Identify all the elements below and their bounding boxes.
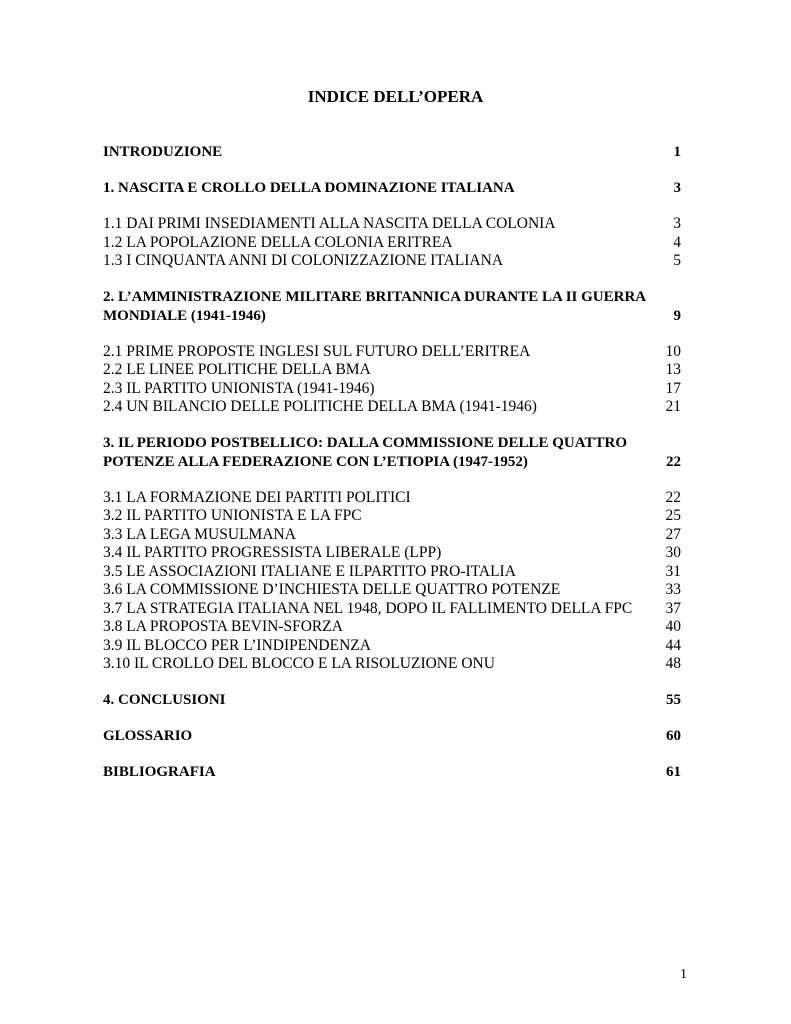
toc-entry-label: 1.1 DAI PRIMI INSEDIAMENTI ALLA NASCITA DELLA COLONIA — [103, 215, 556, 232]
page-number: 1 — [680, 967, 687, 982]
toc-entry-introduction — [103, 143, 681, 162]
toc-entry-label: 1.2 LA POPOLAZIONE DELLA COLONIA ERITREA — [103, 233, 453, 251]
toc-entry-label: 1.3 I CINQUANTA ANNI DI COLONIZZAZIONE ITALIANA — [103, 252, 504, 269]
toc-section-1-3 — [103, 252, 681, 271]
toc-entry-label: 3.6 LA COMMISSIONE D’INCHIESTA DELLE QUATTRO POTENZE — [103, 581, 561, 598]
toc-entry-label: 4. CONCLUSIONI — [103, 692, 226, 708]
toc-entry-page: 10 — [665, 342, 681, 360]
toc-entry-label: BIBLIOGRAFIA — [103, 764, 216, 780]
toc-entry-label: 2.4 UN BILANCIO DELLE POLITICHE DELLA BMA (1941-1946) — [103, 398, 537, 415]
toc-section-1-2 — [103, 234, 681, 253]
toc-entry-label: 3.2 IL PARTITO UNIONISTA E LA FPC — [103, 507, 362, 524]
toc-section-3-7 — [103, 600, 681, 619]
toc-entry-label: 3.3 LA LEGA MUSULMANA — [103, 525, 296, 543]
toc-entry-label: 3.1 LA FORMAZIONE DEI PARTITI POLITICI — [103, 488, 411, 506]
toc-section-3-10 — [103, 655, 681, 674]
toc-section-3-4 — [103, 544, 681, 563]
toc-section-3-6 — [103, 581, 681, 600]
toc-section-3-8 — [103, 618, 681, 637]
toc-entry-label: 3.10 IL CROLLO DEL BLOCCO E LA RISOLUZIONE ONU — [103, 655, 495, 672]
toc-entry-page: 27 — [665, 525, 681, 543]
toc-chapter-2 — [103, 288, 681, 325]
toc-section-2-1 — [103, 343, 681, 362]
toc-entry-page: 21 — [665, 398, 681, 415]
page-title: INDICE DELL’OPERA — [307, 87, 484, 106]
toc-entry-page: 13 — [665, 361, 681, 378]
table-of-contents — [103, 143, 681, 782]
toc-section-2-4 — [103, 398, 681, 417]
toc-entry-page: 22 — [665, 488, 681, 506]
toc-section-3-5 — [103, 563, 681, 582]
toc-entry-page: 22 — [666, 453, 681, 470]
toc-entry-label: 2. L’AMMINISTRAZIONE MILITARE BRITANNICA DURANTE LA II GUERRA MONDIALE (1941-1946) — [103, 289, 646, 324]
toc-entry-label: 2.3 IL PARTITO UNIONISTA (1941-1946) — [103, 379, 375, 397]
toc-section-2-3 — [103, 380, 681, 399]
toc-entry-page: 60 — [666, 728, 681, 744]
toc-entry-page: 3 — [673, 180, 681, 196]
toc-entry-label: 3.5 LE ASSOCIAZIONI ITALIANE E ILPARTITO PRO-ITALIA — [103, 562, 516, 580]
toc-entry-label: 3.9 IL BLOCCO PER L’INDIPENDENZA — [103, 636, 371, 654]
toc-entry-bibliography — [103, 763, 681, 782]
toc-entry-label: 3.8 LA PROPOSTA BEVIN-SFORZA — [103, 618, 343, 635]
toc-section-3-3 — [103, 526, 681, 545]
toc-chapter-3 — [103, 434, 681, 471]
toc-entry-page: 33 — [665, 581, 681, 598]
toc-entry-page: 31 — [665, 562, 681, 580]
toc-entry-page: 44 — [665, 636, 681, 654]
toc-entry-page: 30 — [665, 544, 681, 561]
toc-section-3-9 — [103, 637, 681, 656]
toc-entry-page: 55 — [666, 692, 681, 708]
toc-chapter-1 — [103, 179, 681, 198]
toc-entry-page: 61 — [666, 764, 681, 780]
toc-section-3-1 — [103, 489, 681, 508]
toc-entry-label: 2.2 LE LINEE POLITICHE DELLA BMA — [103, 361, 371, 378]
toc-entry-label: 2.1 PRIME PROPOSTE INGLESI SUL FUTURO DELL’ERITREA — [103, 342, 531, 360]
toc-entry-label: 3.7 LA STRATEGIA ITALIANA NEL 1948, DOPO IL FALLIMENTO DELLA FPC — [103, 599, 633, 617]
toc-section-1-1 — [103, 215, 681, 234]
toc-section-2-2 — [103, 361, 681, 380]
toc-entry-page: 17 — [665, 379, 681, 397]
toc-entry-page: 5 — [673, 252, 681, 269]
toc-entry-label: GLOSSARIO — [103, 728, 193, 744]
toc-entry-page: 48 — [665, 655, 681, 672]
toc-entry-label: 1. NASCITA E CROLLO DELLA DOMINAZIONE ITALIANA — [103, 180, 515, 196]
toc-entry-page: 1 — [673, 144, 681, 160]
toc-section-3-2 — [103, 507, 681, 526]
toc-chapter-4 — [103, 691, 681, 710]
toc-entry-label: INTRODUZIONE — [103, 144, 223, 160]
toc-entry-page: 25 — [665, 507, 681, 524]
toc-entry-page: 4 — [673, 233, 681, 251]
toc-entry-label: 3.4 IL PARTITO PROGRESSISTA LIBERALE (LPP) — [103, 544, 442, 561]
toc-entry-glossary — [103, 727, 681, 746]
toc-entry-label: 3. IL PERIODO POSTBELLICO: DALLA COMMISSIONE DELLE QUATTRO POTENZE ALLA FEDERAZIONE CON L’ETIOPIA (1947-1952) — [103, 435, 627, 470]
toc-entry-page: 3 — [673, 215, 681, 232]
toc-entry-page: 37 — [665, 599, 681, 617]
toc-entry-page: 9 — [673, 307, 681, 324]
toc-entry-page: 40 — [665, 618, 681, 635]
